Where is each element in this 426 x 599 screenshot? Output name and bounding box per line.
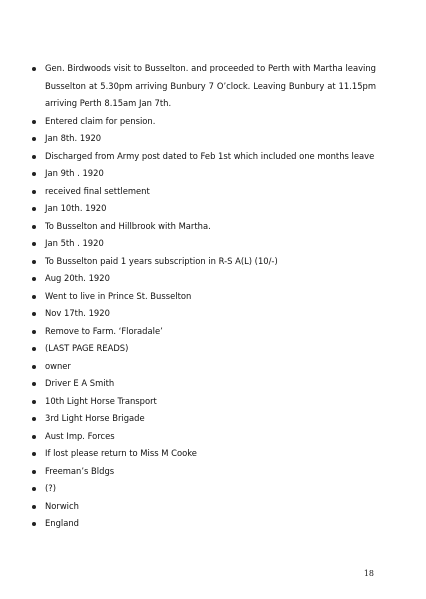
entry-text: Norwich [45,500,79,511]
entry-text: Freeman’s Bldgs [45,465,115,476]
entry-text: 3rd Light Horse Brigade [45,413,145,423]
entry-text: Gen. Birdwoods visit to Busselton. and proceeded to Perth with Martha leaving Busselton at 5.30pm arriving Bunbury 7 O’clock. Leaving Bunbury at 11.15pm arriving Perth 8.15am Jan 7th. [45,63,376,108]
bullet-icon [32,347,36,351]
entry-text: Went to live in Prince St. Busselton [45,290,192,301]
entry-text: Entered claim for pension. [45,115,156,126]
list-item [30,463,376,481]
list-item [30,200,376,218]
bullet-icon [32,120,36,124]
entry-text: 10th Light Horse Transport [45,395,157,406]
bullet-icon [32,225,36,229]
bullet-icon [32,260,36,264]
entry-text: Jan 10th. 1920 [45,203,107,213]
bullet-icon [32,382,36,386]
entry-text: owner [45,360,71,371]
bullet-icon [32,312,36,316]
bullet-icon [32,67,36,71]
entry-text: If lost please return to Miss M Cooke [45,448,197,458]
entry-text: To Busselton paid 1 years subscription in R-S A(L) (10/-) [45,255,278,266]
entry-text: Aust Imp. Forces [45,430,115,441]
bullet-icon [32,172,36,176]
list-item [30,253,376,271]
list-item [30,515,376,533]
list-item [30,410,376,428]
list-item [30,393,376,411]
entry-text: England [45,518,79,528]
bullet-icon [32,137,36,141]
list-item [30,218,376,236]
list-item [30,498,376,516]
list-item [30,305,376,323]
entry-text: Jan 5th . 1920 [45,238,104,248]
bullet-icon [32,400,36,404]
entry-text: Jan 9th . 1920 [45,168,104,178]
entry-text: (?) [45,483,56,493]
bullet-icon [32,295,36,299]
entry-text: Jan 8th. 1920 [45,133,102,143]
list-item [30,113,376,131]
entry-text: Driver E A Smith [45,378,115,388]
bullet-icon [32,435,36,439]
entry-text: To Busselton and Hillbrook with Martha. [45,220,211,231]
list-item [30,288,376,306]
bullet-icon [32,277,36,281]
list-item [30,428,376,446]
bullet-icon [32,522,36,526]
diary-entry-list [30,60,376,533]
bullet-icon [32,487,36,491]
list-item [30,235,376,253]
list-item [30,165,376,183]
bullet-icon [32,505,36,509]
entry-text: Remove to Farm. ‘Floradale’ [45,325,163,336]
bullet-icon [32,330,36,334]
bullet-icon [32,155,36,159]
entry-text: Aug 20th. 1920 [45,273,110,283]
list-item [30,340,376,358]
list-item [30,480,376,498]
list-item [30,60,376,113]
list-item [30,130,376,148]
list-item [30,445,376,463]
list-item [30,375,376,393]
bullet-icon [32,242,36,246]
entry-text: received final settlement [45,185,150,196]
bullet-icon [32,365,36,369]
entry-text: (LAST PAGE READS) [45,343,129,353]
entry-text: Nov 17th. 1920 [45,308,110,318]
list-item [30,148,376,166]
entry-text: Discharged from Army post dated to Feb 1st which included one months leave [45,150,375,161]
bullet-icon [32,417,36,421]
bullet-icon [32,452,36,456]
list-item [30,270,376,288]
bullet-icon [32,470,36,474]
list-item [30,183,376,201]
list-item [30,323,376,341]
bullet-icon [32,207,36,211]
bullet-icon [32,190,36,194]
page-number: 18 [363,569,374,578]
list-item [30,358,376,376]
